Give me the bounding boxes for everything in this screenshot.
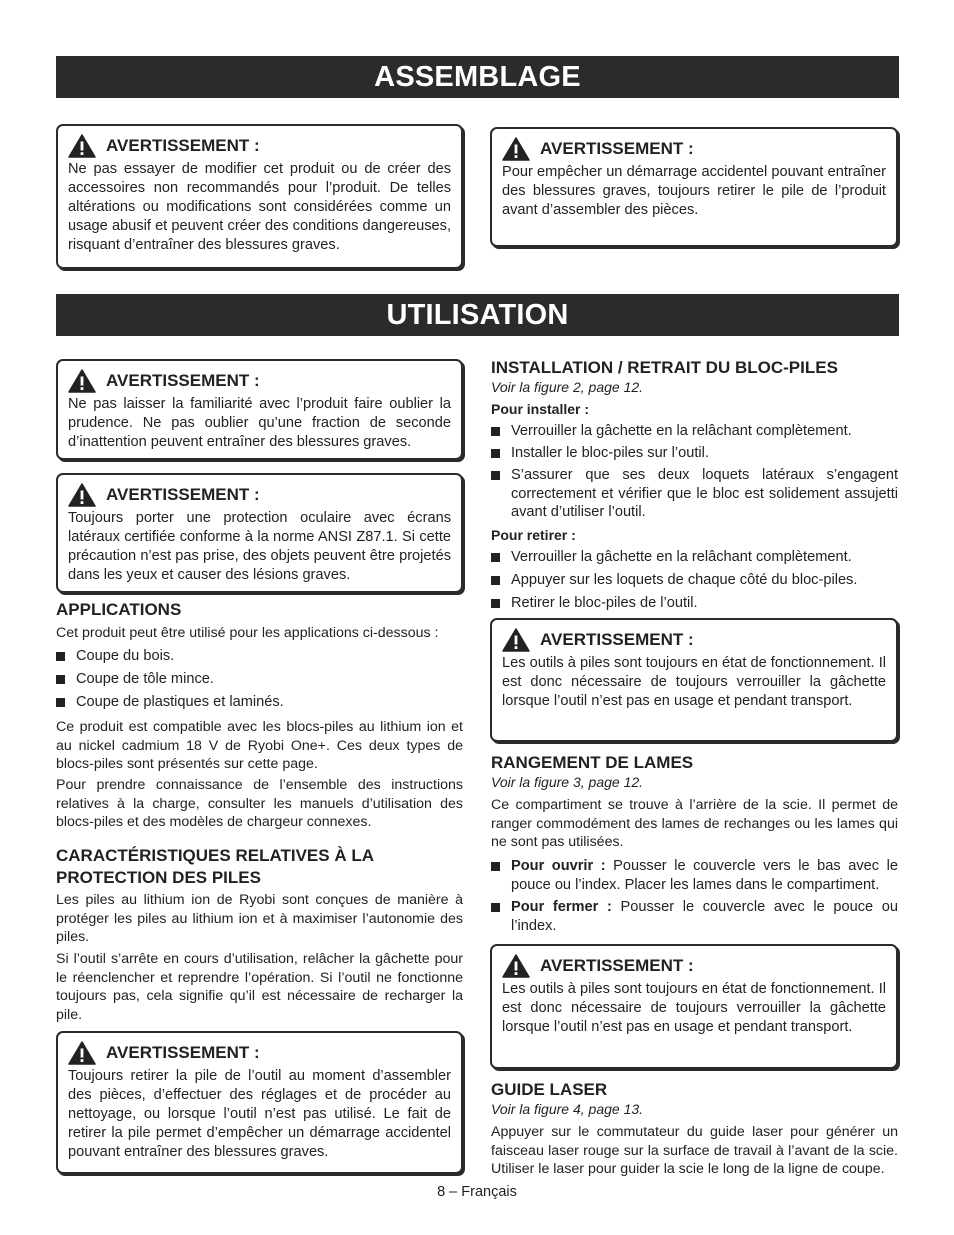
warning-title: AVERTISSEMENT : <box>502 138 886 160</box>
warning-title: AVERTISSEMENT : <box>68 135 451 157</box>
warning-triangle-icon <box>502 137 530 161</box>
warning-text: Toujours retirer la pile de l’outil au moment d’assembler des pièces, d’effectuer des réglages et de procéder au nettoyage, ou lorsque l’outil n’est pas utilisé. Le fait de retirer la pile permet d’empêcher un démarrage accidentel pouvant entraîner des blessures graves. <box>68 1068 451 1160</box>
warning-text: Les outils à piles sont toujours en état de fonctionnement. Il est donc nécessaire de toujours verrouiller la gâchette lorsque l’outil n’est pas en usage et pendant transport. <box>502 655 886 709</box>
bullet-square-icon <box>491 449 500 458</box>
bullet-square-icon <box>56 698 65 707</box>
warning-title: AVERTISSEMENT : <box>68 484 451 506</box>
list-item: Verrouiller la gâchette en la relâchant complètement. <box>491 422 898 441</box>
warning-triangle-icon <box>68 483 96 507</box>
bullet-square-icon <box>491 427 500 436</box>
warning-triangle-icon <box>68 369 96 393</box>
bullet-square-icon <box>491 576 500 585</box>
warning-title: AVERTISSEMENT : <box>68 1042 451 1064</box>
bullet-square-icon <box>491 599 500 608</box>
bullet-square-icon <box>491 553 500 562</box>
page-footer: 8 – Français <box>437 1184 517 1200</box>
warning-box-lock-trigger <box>490 618 898 742</box>
bullet-square-icon <box>56 652 65 661</box>
list-item: Pour ouvrir : Pousser le couvercle vers le bas avec le pouce ou l’index. Placer les lames dans le compartiment. <box>491 857 898 894</box>
remove-label: Pour retirer : <box>491 527 576 543</box>
figure-reference: Voir la figure 2, page 12. <box>491 379 644 395</box>
figure-reference: Voir la figure 3, page 12. <box>491 774 644 790</box>
applications-intro: Cet produit peut être utilisé pour les applications ci-dessous : <box>56 625 439 641</box>
warning-title: AVERTISSEMENT : <box>502 629 886 651</box>
install-label: Pour installer : <box>491 401 590 417</box>
utilisation-header: UTILISATION <box>56 294 899 336</box>
warning-text: Ne pas laisser la familiarité avec l’produit faire oublier la prudence. Ne pas oublier qu’une fraction de seconde d’inattention peuvent entraîner des blessures graves. <box>68 396 451 450</box>
warning-box-accidental-start <box>490 127 898 247</box>
laser-guide-heading: GUIDE LASER <box>491 1080 608 1099</box>
list-item: Verrouiller la gâchette en la relâchant complètement. <box>491 548 898 567</box>
warning-text: Ne pas essayer de modifier cet produit ou de créer des accessoires non recommandés pour l’produit. De telles altérations ou modifications sont considérées comme un usage abusif et peuvent créer des conditions dangereuses, risquant d’entraîner des blessures graves. <box>68 161 451 253</box>
list-item: Coupe du bois. <box>56 647 463 666</box>
warning-text: Les outils à piles sont toujours en état de fonctionnement. Il est donc nécessaire de toujours verrouiller la gâchette lorsque l’outil n’est pas en usage et pendant transport. <box>502 981 886 1035</box>
battery-protection-paragraph-2: Si l’outil s’arrête en cours d’utilisation, relâcher la gâchette pour le réenclencher et reprendre l’opération. Si l’outil ne fonctionne toujours pas, cela signifie qu’il est nécessaire de recharger la pile. <box>56 951 463 1023</box>
bullet-square-icon <box>56 675 65 684</box>
applications-paragraph-1: Ce produit est compatible avec les blocs-piles au lithium ion et au nickel cadmium 18 V de Ryobi One+. Ces deux types de blocs-piles sont présentés sur cette page. <box>56 719 463 772</box>
bullet-square-icon <box>491 903 500 912</box>
assemblage-header: ASSEMBLAGE <box>56 56 899 98</box>
warning-triangle-icon <box>502 954 530 978</box>
list-item: Retirer le bloc-piles de l’outil. <box>491 594 898 613</box>
warning-triangle-icon <box>68 1041 96 1065</box>
warning-triangle-icon <box>68 134 96 158</box>
battery-protection-paragraph-1: Les piles au lithium ion de Ryobi sont conçues de manière à protéger les piles au lithium ion et à maximiser l’autonomie des piles. <box>56 892 463 945</box>
applications-list <box>56 647 463 712</box>
warning-box-lock-trigger-2 <box>490 944 898 1069</box>
list-item: Installer le bloc-piles sur l’outil. <box>491 444 898 463</box>
warning-box-modification <box>56 124 463 269</box>
bullet-square-icon <box>491 471 500 480</box>
blade-storage-heading: RANGEMENT DE LAMES <box>491 753 694 772</box>
remove-steps-list <box>491 548 898 613</box>
warning-box-familiarity <box>56 359 463 460</box>
warning-title: AVERTISSEMENT : <box>68 370 451 392</box>
warning-box-eye-protection <box>56 473 463 593</box>
blade-storage-paragraph: Ce compartiment se trouve à l’arrière de la scie. Il permet de ranger commodément des lames de rechanges ou les lames qui ne sont pas utilisées. <box>491 797 898 850</box>
laser-guide-paragraph: Appuyer sur le commutateur du guide laser pour générer un faisceau laser rouge sur la surface de travail à l’avant de la scie. Utiliser le laser pour guider la scie le long de la ligne de coupe. <box>491 1124 898 1177</box>
bullet-square-icon <box>491 862 500 871</box>
battery-install-heading: INSTALLATION / RETRAIT DU BLOC-PILES <box>491 358 838 377</box>
warning-box-remove-battery <box>56 1031 463 1174</box>
figure-reference: Voir la figure 4, page 13. <box>491 1101 644 1117</box>
warning-triangle-icon <box>502 628 530 652</box>
list-item: Appuyer sur les loquets de chaque côté du bloc-piles. <box>491 571 898 590</box>
list-item: S’assurer que ses deux loquets latéraux s’engagent correctement et vérifier que le bloc est solidement assujetti avant d’utiliser l’outil. <box>491 466 898 522</box>
warning-text: Toujours porter une protection oculaire avec écrans latéraux certifiée conforme à la norme ANSI Z87.1. Si cette précaution n’est pas prise, des objets peuvent être projetés dans les yeux et causer des lésions graves. <box>68 510 451 583</box>
blade-storage-list <box>491 857 898 935</box>
list-item: Coupe de plastiques et laminés. <box>56 693 463 712</box>
battery-protection-heading: CARACTÉRISTIQUES RELATIVES À LA PROTECTION DES PILES <box>56 846 374 887</box>
install-steps-list <box>491 422 898 522</box>
list-item: Coupe de tôle mince. <box>56 670 463 689</box>
list-item: Pour fermer : Pousser le couvercle avec le pouce ou l’index. <box>491 898 898 935</box>
applications-heading: APPLICATIONS <box>56 600 182 619</box>
applications-paragraph-2: Pour prendre connaissance de l’ensemble des instructions relatives à la charge, consulter les manuels d’utilisation des blocs-piles et des modèles de chargeur connexes. <box>56 777 463 830</box>
warning-text: Pour empêcher un démarrage accidentel pouvant entraîner des blessures graves, toujours retirer le pile de l’produit avant d’assembler des pièces. <box>502 164 886 218</box>
warning-title: AVERTISSEMENT : <box>502 955 886 977</box>
